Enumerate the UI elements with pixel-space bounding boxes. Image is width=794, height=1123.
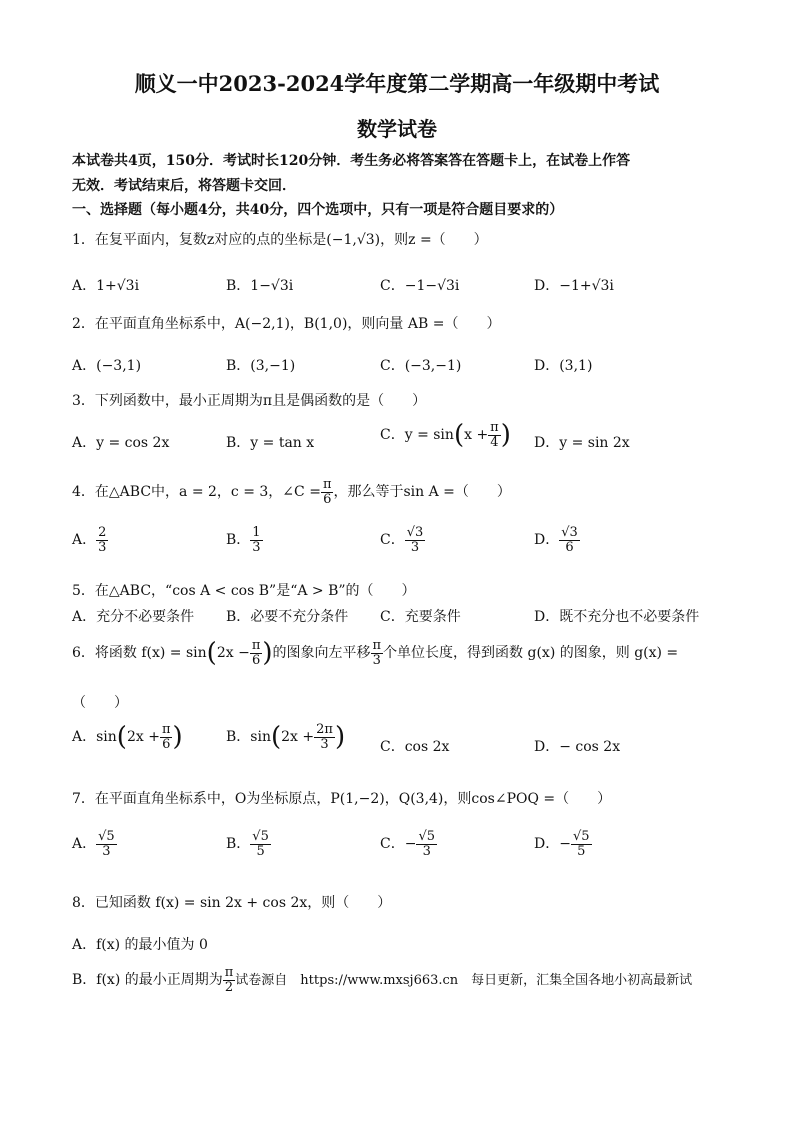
q3-option-a: A．y = cos 2x — [72, 435, 170, 451]
q7-option-c: C．− $\frac{√5}{3}$ — [380, 829, 436, 859]
q6-option-b: B．sin(2x + $\frac{2\pi}{3}$ ) — [226, 721, 346, 752]
q6-stem: 6．将函数 f(x) = sin(2x − $\frac{\pi}{6}$ )的图象向左平移 $\frac{\pi}{3}$ 个单位长度，得到函数 g(x) 的图象，则 g(x) = — [72, 637, 679, 668]
exam-subtitle: 数学试卷 — [357, 117, 437, 141]
q8-option-a: A．f(x) 的最小值为 0 — [72, 937, 208, 953]
section-heading: 一、选择题（每小题4分，共40分，四个选项中，只有一项是符合题目要求的） — [72, 202, 564, 218]
q2-stem: 2．在平面直角坐标系中，A(−2,1)，B(1,0)，则向量 AB =（ ） — [72, 316, 501, 332]
q6-stem-line-2: （ ） — [72, 695, 128, 711]
exam-title: 顺义一中2023-2024学年度第二学期高一年级期中考试 — [134, 71, 660, 96]
q2-option-d: D．(3,1) — [534, 358, 593, 374]
q3-option-d: D．y = sin 2x — [534, 435, 630, 451]
q1-option-b: B．1−√3i — [226, 278, 294, 294]
instructions-line-2: 无效．考试结束后，将答题卡交回． — [72, 178, 296, 194]
q7-option-d: D．− $\frac{√5}{5}$ — [534, 829, 590, 859]
q1-option-d: D．−1+√3i — [534, 278, 614, 294]
q1-stem: 1．在复平面内，复数z对应的点的坐标是(−1,√3)，则z =（ ） — [72, 232, 488, 248]
q7-option-a: A． $\frac{√5}{3}$ — [72, 829, 115, 859]
q3-option-c: C．y = sin(x + $\frac{\pi}{4}$ ) — [380, 419, 511, 450]
q4-option-c: C． $\frac{√3}{3}$ — [380, 525, 424, 555]
q2-option-a: A．(−3,1) — [72, 358, 142, 374]
q2-option-b: B．(3,−1) — [226, 358, 296, 374]
instructions-line-1: 本试卷共4页，150分．考试时长120分钟．考生务必将答案答在答题卡上，在试卷上作答 — [72, 153, 631, 169]
q4-option-a: A． $\frac{2}{3}$ — [72, 525, 107, 555]
q6-option-d: D．− cos 2x — [534, 739, 621, 755]
q4-option-d: D． $\frac{√3}{6}$ — [534, 525, 578, 555]
q1-option-a: A．1+√3i — [72, 278, 140, 294]
q5-option-b: B．必要不充分条件 — [226, 609, 349, 625]
q8-option-b: B．f(x) 的最小正周期为 $\frac{\pi}{2}$ 试卷源自 https://www.mxsj663.cn 每日更新，汇集全国各地小初高最新试 — [72, 965, 693, 995]
q4-option-b: B． $\frac{1}{3}$ — [226, 525, 261, 555]
q3-stem: 3．下列函数中，最小正周期为π且是偶函数的是（ ） — [72, 393, 427, 409]
q5-option-d: D．既不充分也不必要条件 — [534, 609, 700, 625]
q1-option-c: C．−1−√3i — [380, 278, 460, 294]
q7-option-b: B． $\frac{√5}{5}$ — [226, 829, 269, 859]
q3-option-b: B．y = tan x — [226, 435, 315, 451]
q6-option-c: C．cos 2x — [380, 739, 450, 755]
q4-stem: 4．在△ABC中，a = 2，c = 3，∠C = $\frac{\pi}{6}$ ，那么等于sin A =（ ） — [72, 477, 511, 507]
q8-stem: 8．已知函数 f(x) = sin 2x + cos 2x，则（ ） — [72, 895, 392, 911]
q5-stem: 5．在△ABC，“cos A < cos B”是“A > B”的（ ） — [72, 583, 416, 599]
q5-option-a: A．充分不必要条件 — [72, 609, 195, 625]
q7-stem: 7．在平面直角坐标系中，O为坐标原点，P(1,−2)，Q(3,4)，则cos∠POQ =（ ） — [72, 791, 612, 807]
q2-option-c: C．(−3,−1) — [380, 358, 462, 374]
q6-option-a: A．sin(2x + $\frac{\pi}{6}$ ) — [72, 721, 183, 752]
q5-option-c: C．充要条件 — [380, 609, 461, 625]
